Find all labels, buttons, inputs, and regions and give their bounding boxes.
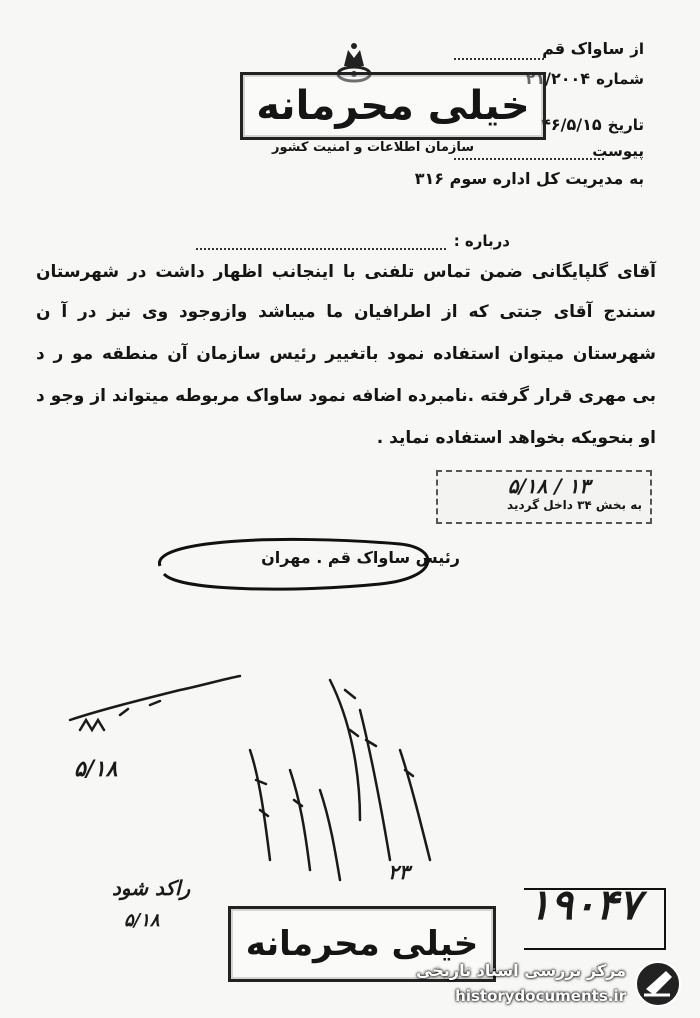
to-label: به	[629, 170, 644, 188]
watermark	[416, 955, 690, 1013]
received-stamp	[436, 470, 652, 524]
received-section-text: به بخش ۳۴ داخل گردید	[507, 498, 642, 512]
about-dots	[196, 248, 446, 250]
attachment-line	[586, 138, 644, 160]
number-label: شماره	[596, 70, 644, 88]
handwritten-archive-word: راکد شود	[112, 876, 191, 900]
from-line	[542, 36, 644, 58]
attachment-dots	[454, 158, 604, 160]
to-line	[415, 166, 644, 188]
from-value: ساواک قم	[542, 39, 625, 58]
archive-logo-icon	[632, 959, 684, 1009]
number-value: ۲۱/۲۰۰۴	[525, 69, 591, 88]
body-line-4: بی مهری قرار گرفته .نامبرده اضافه نمود ساواک مربوطه میتواند از وجو د	[36, 386, 656, 406]
date-value: ۴۶/۵/۱۵	[541, 115, 602, 134]
classification-stamp-top	[240, 72, 546, 140]
to-value: مدیریت کل اداره سوم ۳۱۶	[414, 169, 624, 188]
handwritten-number-small: ۲۳	[388, 860, 410, 884]
watermark-url: historydocuments.ir	[455, 987, 626, 1005]
body-line-2: سنندج آقای جنتی که از اطرافیان ما میباشد وازوجود وی نیز در آ ن	[36, 302, 656, 322]
org-text: سازمان اطلاعات و امنیت کشور	[272, 140, 475, 155]
handwritten-notes-icon	[60, 660, 480, 900]
date-line	[541, 112, 644, 134]
from-label: از	[630, 40, 644, 58]
signature-text: رئیس ساواک قم . مهران	[261, 548, 460, 567]
classification-stamp-top-text: خیلی محرمانه	[256, 83, 530, 129]
watermark-title: مرکز بررسی اسناد تاریخی	[416, 961, 626, 980]
handwritten-number-large: ۱۹۰۴۷	[528, 880, 641, 929]
handwritten-date-2: ۵/۱۸	[124, 910, 160, 931]
body-line-1: آقای گلپایگانی ضمن تماس تلفنی با اینجانب اظهار داشت در شهرستان	[36, 262, 656, 282]
body-line-5: او بنحویکه بخواهد استفاده نماید .	[376, 428, 656, 448]
number-bracket	[524, 888, 666, 950]
about-label: درباره :	[453, 232, 510, 250]
body-line-3: شهرستان میتوان استفاده نمود باتغییر رئیس سازمان آن منطقه مو ر د	[36, 344, 656, 364]
from-dots	[454, 58, 544, 60]
attachment-label: پیوست	[592, 142, 644, 160]
received-date: ۱۳ / ۵/۱۸	[507, 474, 590, 498]
classification-stamp-bottom-text: خیلی محرمانه	[245, 924, 479, 964]
about-line	[448, 228, 510, 250]
handwritten-date-1: ۵/۱۸	[74, 756, 118, 782]
date-label: تاریخ	[607, 116, 644, 134]
